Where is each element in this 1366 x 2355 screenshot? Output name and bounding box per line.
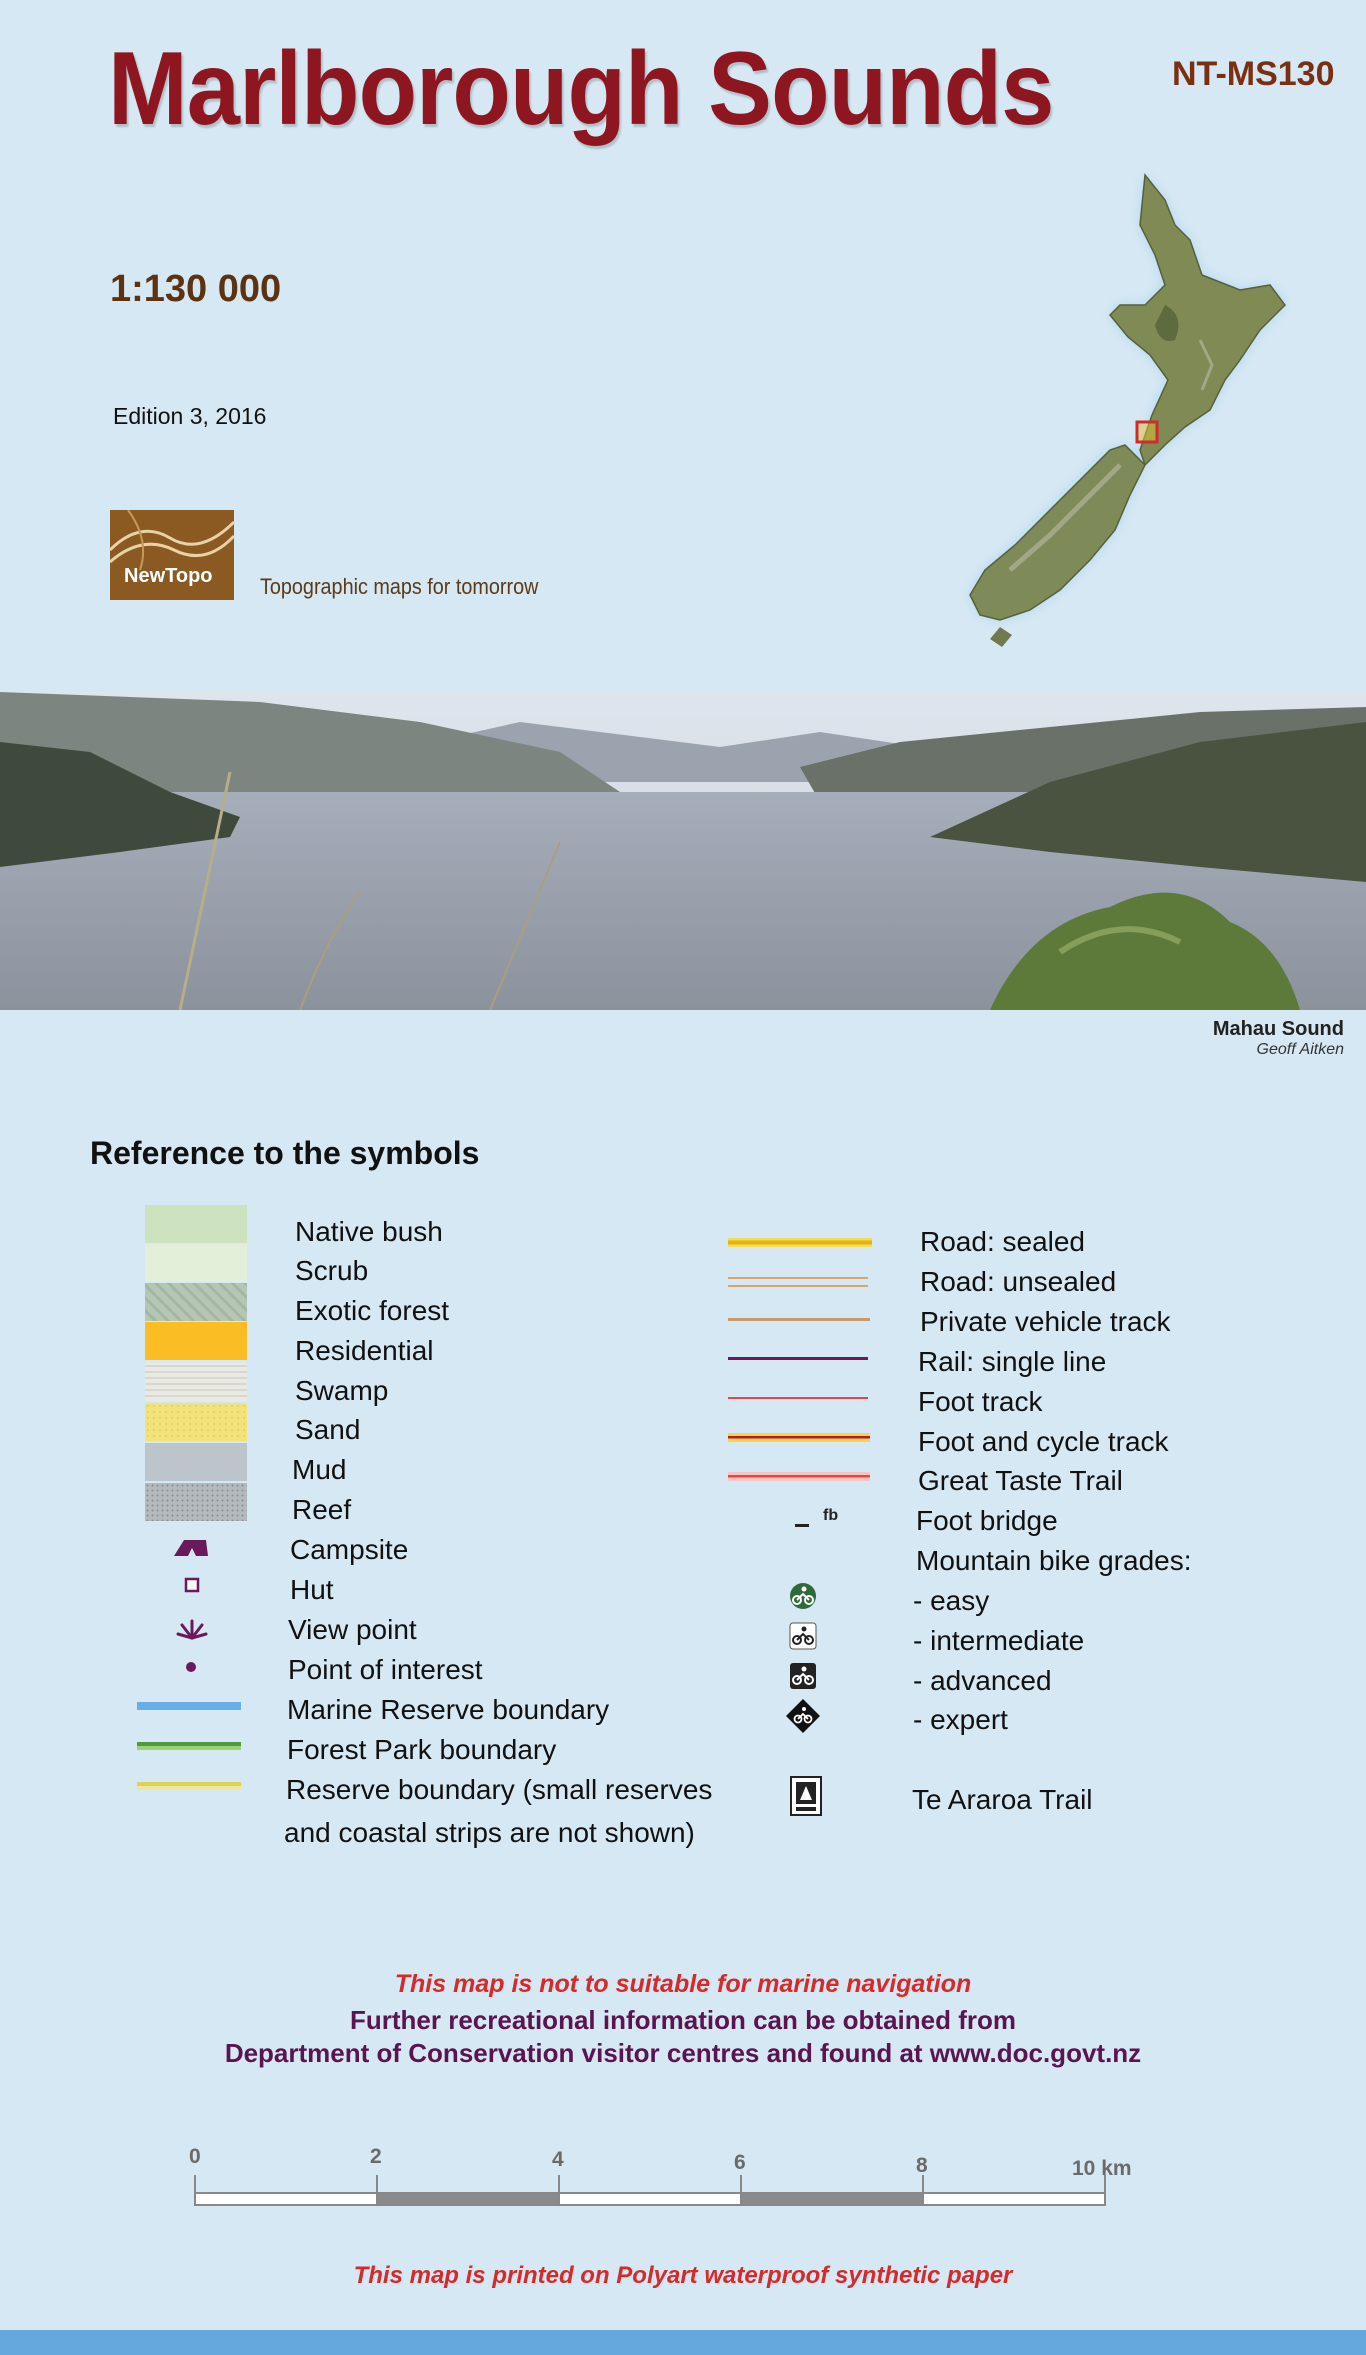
scale-bar-segment <box>740 2194 922 2204</box>
edition-text: Edition 3, 2016 <box>113 403 267 429</box>
mtb-easy-icon <box>789 1582 817 1610</box>
scale-tick-2: 2 <box>370 2145 382 2168</box>
reserve-boundary-line <box>137 1782 241 1790</box>
legend-hut: Hut <box>290 1574 334 1605</box>
map-title: Marlborough Sounds <box>108 31 1054 147</box>
scale-tick-mark <box>740 2175 742 2205</box>
legend-swamp: Swamp <box>295 1375 389 1406</box>
legend-private-vehicle-track: Private vehicle track <box>920 1306 1171 1337</box>
legend-reserve-boundary-note: and coastal strips are not shown) <box>284 1817 695 1848</box>
forest-park-line <box>137 1742 241 1750</box>
logo-text: NewTopo <box>124 565 213 587</box>
mtb-intermediate-icon <box>789 1622 817 1650</box>
foot-track-line <box>728 1397 868 1399</box>
legend-scrub: Scrub <box>295 1255 369 1286</box>
scale-tick-mark <box>194 2175 196 2205</box>
scale-tick-0: 0 <box>189 2145 201 2168</box>
legend-mud: Mud <box>292 1454 347 1485</box>
mahau-sound-photo <box>0 692 1366 1010</box>
legend-foot-bridge: Foot bridge <box>916 1505 1058 1536</box>
scale-tick-6: 6 <box>734 2151 746 2174</box>
residential-swatch <box>145 1322 247 1360</box>
legend-heading: Reference to the symbols <box>90 1135 480 1171</box>
legend-reef: Reef <box>292 1494 352 1525</box>
legend-foot-track: Foot track <box>918 1386 1043 1417</box>
scale-tick-8: 8 <box>916 2154 928 2177</box>
campsite-icon <box>170 1536 212 1560</box>
scale-tick-10km: 10 km <box>1072 2157 1132 2180</box>
foot-cycle-track-line <box>728 1433 870 1442</box>
scrub-swatch <box>145 1244 247 1282</box>
sand-swatch <box>145 1403 247 1441</box>
foot-bridge-symbol <box>795 1524 809 1527</box>
reef-swatch <box>145 1483 247 1521</box>
new-zealand-overview-map <box>940 165 1340 695</box>
legend-foot-cycle-track: Foot and cycle track <box>918 1426 1169 1457</box>
road-sealed-line <box>728 1238 872 1247</box>
legend-native-bush: Native bush <box>295 1216 443 1247</box>
map-code: NT-MS130 <box>1172 55 1335 93</box>
legend-mtb-easy: - easy <box>913 1585 990 1616</box>
legend-rail: Rail: single line <box>918 1346 1107 1377</box>
te-araroa-trail-icon <box>790 1776 822 1816</box>
legend-mtb-expert: - expert <box>913 1704 1008 1735</box>
mtb-advanced-icon <box>789 1662 817 1690</box>
paper-note: This map is printed on Polyart waterproof synthetic paper <box>353 2262 1013 2289</box>
legend-great-taste-trail: Great Taste Trail <box>918 1465 1123 1496</box>
photo-title: Mahau Sound <box>1212 1018 1344 1040</box>
hut-icon <box>184 1577 200 1593</box>
legend-mtb-advanced: - advanced <box>913 1665 1052 1696</box>
legend-exotic-forest: Exotic forest <box>295 1295 450 1326</box>
photo-credit: Geoff Aitken <box>1256 1041 1344 1058</box>
bottom-edge-strip <box>0 2330 1366 2355</box>
scale-bar-segment <box>376 2194 558 2204</box>
private-vehicle-track-line <box>728 1318 870 1321</box>
point-of-interest-icon <box>184 1660 198 1674</box>
scale-tick-mark <box>922 2175 924 2205</box>
scale-tick-mark <box>558 2175 560 2205</box>
road-unsealed-line <box>728 1277 868 1287</box>
marine-reserve-line <box>137 1702 241 1710</box>
legend-point-of-interest: Point of interest <box>288 1654 483 1685</box>
exotic-forest-swatch <box>145 1283 247 1321</box>
legend-sand: Sand <box>295 1414 361 1445</box>
native-bush-swatch <box>145 1205 247 1243</box>
legend-marine-reserve: Marine Reserve boundary <box>287 1694 610 1725</box>
photo-caption <box>1213 1018 1344 1059</box>
mtb-expert-icon <box>785 1698 821 1734</box>
navigation-warning: This map is not to suitable for marine navigation <box>394 1970 972 1998</box>
tagline: Topographic maps for tomorrow <box>260 574 539 599</box>
legend-road-sealed: Road: sealed <box>920 1226 1086 1257</box>
legend-mountain-bike-grades: Mountain bike grades: <box>916 1545 1192 1576</box>
legend-residential: Residential <box>295 1335 434 1366</box>
legend-road-unsealed: Road: unsealed <box>920 1266 1117 1297</box>
view-point-icon <box>172 1618 212 1642</box>
legend-mtb-intermediate: - intermediate <box>913 1625 1085 1656</box>
legend-te-araroa-trail: Te Araroa Trail <box>912 1784 1093 1815</box>
map-scale: 1:130 000 <box>110 268 282 310</box>
legend-forest-park: Forest Park boundary <box>287 1734 557 1765</box>
legend-reserve-boundary: Reserve boundary (small reserves <box>286 1774 713 1805</box>
legend-campsite: Campsite <box>290 1534 409 1565</box>
scale-tick-4: 4 <box>552 2148 564 2171</box>
recreation-info-line-1: Further recreational information can be obtained from <box>350 2005 1016 2035</box>
scale-bar <box>194 2192 1106 2206</box>
recreation-info-line-2: Department of Conservation visitor centres and found at www.doc.govt.nz <box>224 2038 1142 2068</box>
legend-view-point: View point <box>288 1614 417 1645</box>
rail-line <box>728 1357 868 1360</box>
scale-tick-mark <box>376 2175 378 2205</box>
foot-bridge-fb-label: fb <box>823 1507 839 1524</box>
mud-swatch <box>145 1443 247 1481</box>
great-taste-trail-line <box>728 1472 870 1481</box>
swamp-swatch <box>145 1363 247 1401</box>
